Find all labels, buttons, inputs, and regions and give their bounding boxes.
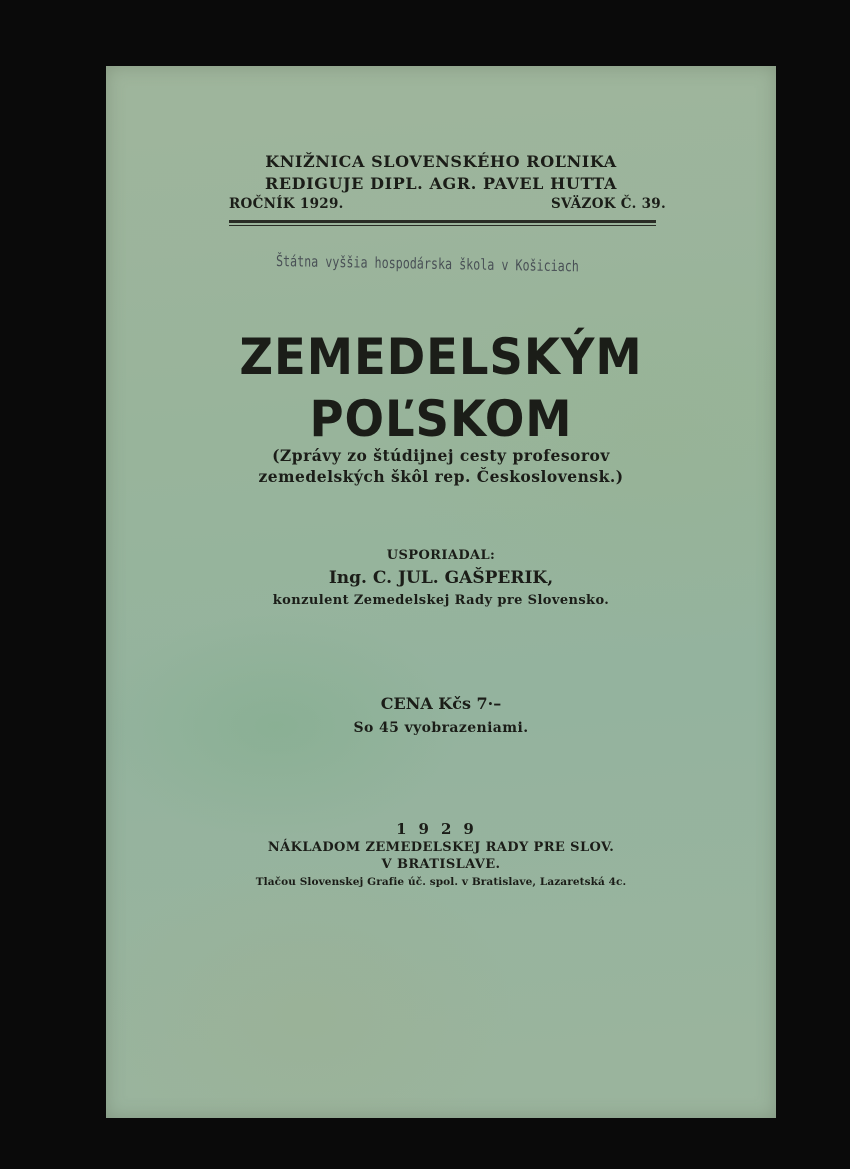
- subtitle-line-1: (Zprávy zo štúdijnej cesty profesorov: [272, 446, 610, 465]
- publisher-line-1: NÁKLADOM ZEMEDELSKEJ RADY PRE SLOV.: [267, 840, 615, 855]
- editor-line: REDIGUJE DIPL. AGR. PAVEL HUTTA: [264, 174, 618, 193]
- publication-year: 1929: [396, 820, 486, 838]
- volume-row: [229, 196, 666, 212]
- publisher-line-2: V BRATISLAVE.: [381, 857, 501, 872]
- year-label: ROČNÍK 1929.: [229, 196, 344, 212]
- volume-label: SVÄZOK Č. 39.: [551, 196, 666, 212]
- series-title: KNIŽNICA SLOVENSKÉHO ROĽNIKA: [265, 152, 617, 171]
- author-role: konzulent Zemedelskej Rady pre Slovensko.: [272, 593, 610, 608]
- illustrations-note: So 45 vyobrazeniami.: [353, 720, 529, 736]
- header-rule-thick: [229, 220, 656, 223]
- printer-line: Tlačou Slovenskej Grafie úč. spol. v Bratislave, Lazaretská 4c.: [255, 876, 627, 888]
- subtitle-line-2: zemedelských škôl rep. Československ.): [258, 467, 624, 486]
- price-label: CENA Kčs 7·–: [380, 694, 502, 713]
- title-line-1: ZEMEDELSKÝM: [239, 328, 643, 386]
- author-name: Ing. C. JUL. GAŠPERIK,: [328, 568, 554, 588]
- book-cover: [106, 66, 776, 1118]
- header-rule-thin: [229, 225, 656, 226]
- library-stamp: Štátna vyššia hospodárska škola v Košiciach: [275, 252, 579, 276]
- title-line-2: POĽSKOM: [309, 390, 573, 448]
- arranged-by-label: USPORIADAL:: [386, 548, 496, 563]
